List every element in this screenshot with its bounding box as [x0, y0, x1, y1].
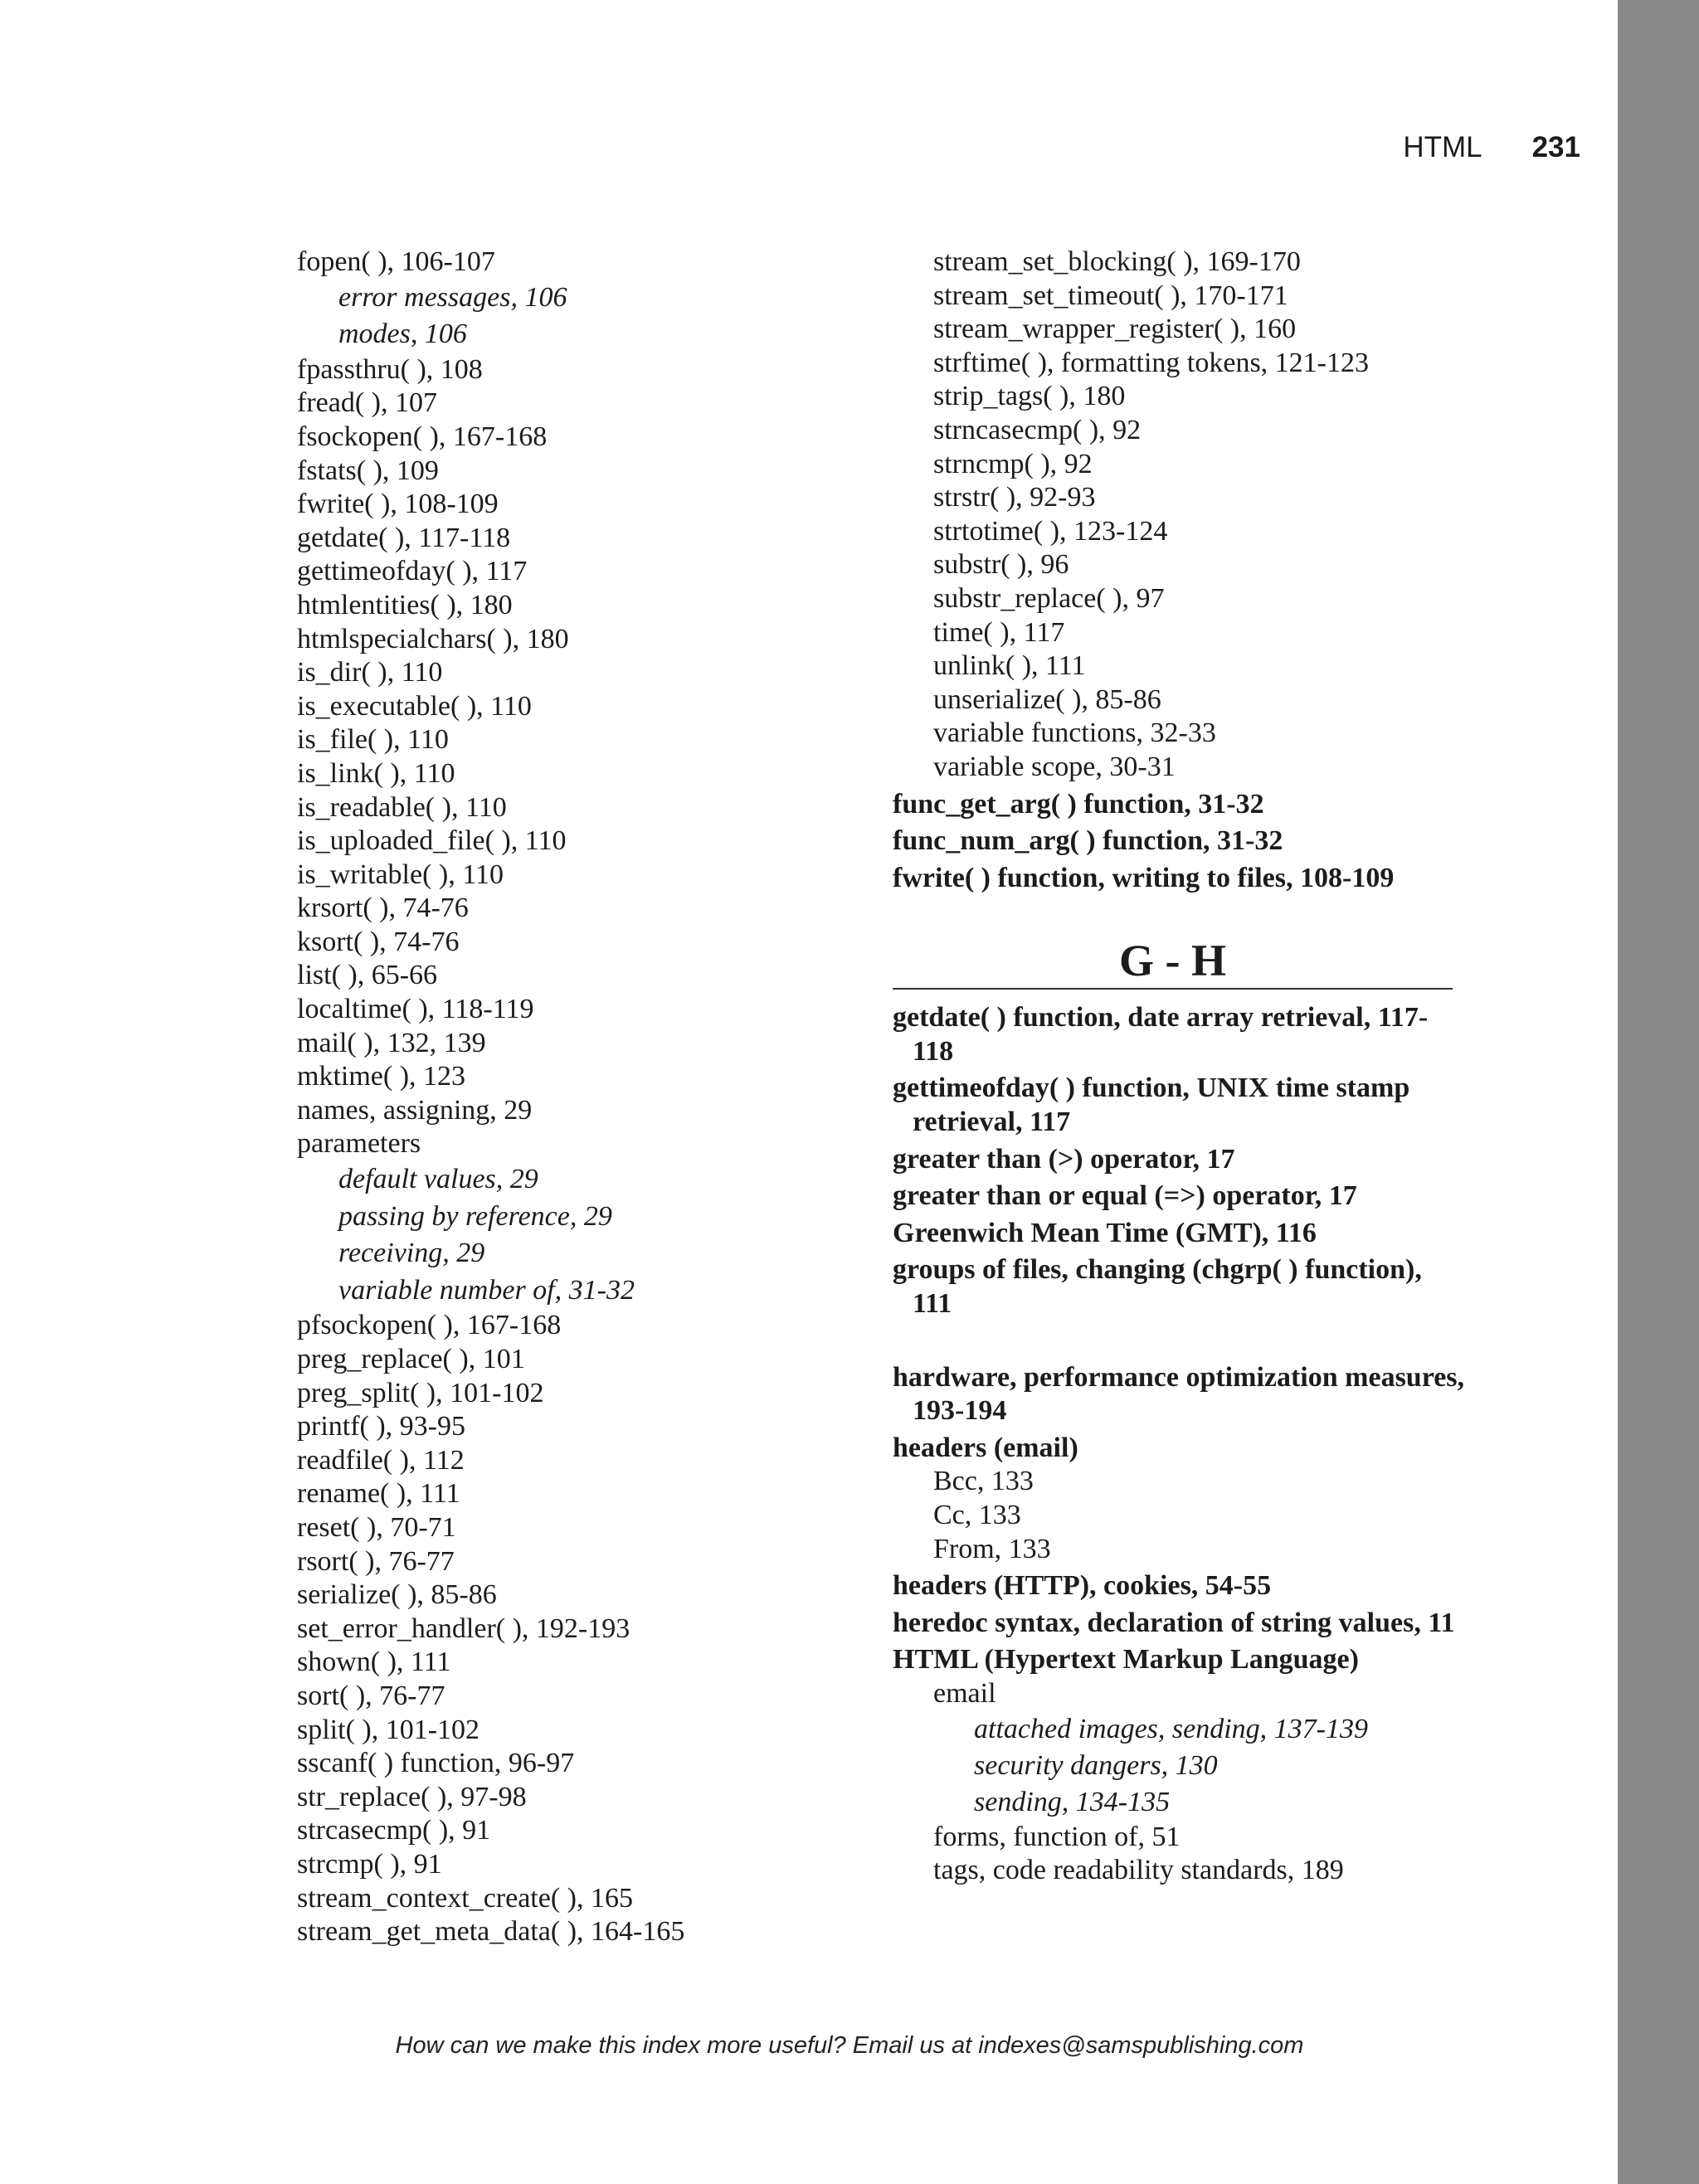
page-number: 231 — [1531, 131, 1580, 163]
index-entry: forms, function of, 51 — [933, 1821, 1181, 1852]
index-entry: is_writable( ), 110 — [297, 859, 504, 890]
index-entry: fpassthru( ), 108 — [297, 353, 483, 385]
index-entry: htmlentities( ), 180 — [297, 589, 513, 620]
index-entry: gettimeofday( ), 117 — [297, 556, 528, 587]
index-column-left — [297, 246, 878, 1949]
index-entry: is_executable( ), 110 — [297, 690, 532, 722]
index-entry: names, assigning, 29 — [297, 1094, 533, 1126]
index-main-entry: headers (email) — [893, 1432, 1078, 1463]
index-entry: fsockopen( ), 167-168 — [297, 421, 548, 452]
index-subentry: modes, 106 — [338, 319, 467, 350]
index-entry: variable functions, 32-33 — [933, 717, 1216, 749]
index-entry: reset( ), 70-71 — [297, 1511, 456, 1543]
index-main-entry: getdate( ) function, date array retrieval, 117-118 — [893, 1002, 1429, 1067]
index-entry: stream_get_meta_data( ), 164-165 — [297, 1916, 685, 1948]
index-entry: getdate( ), 117-118 — [297, 522, 511, 553]
index-main-entry: Greenwich Mean Time (GMT), 116 — [893, 1217, 1317, 1248]
index-subentry: default values, 29 — [338, 1164, 538, 1195]
index-entry: time( ), 117 — [933, 616, 1065, 648]
index-entry: fopen( ), 106-107 — [297, 246, 495, 277]
index-group-f-continued — [893, 246, 1465, 895]
index-main-entry: HTML (Hypertext Markup Language) — [893, 1644, 1359, 1676]
index-entry: strftime( ), formatting tokens, 121-123 — [933, 347, 1370, 378]
index-entry: strcasecmp( ), 91 — [297, 1815, 491, 1846]
index-entry: is_readable( ), 110 — [297, 791, 507, 823]
index-column-right — [893, 246, 1465, 1888]
index-entry: sscanf( ) function, 96-97 — [297, 1748, 575, 1779]
index-entry: mail( ), 132, 139 — [297, 1027, 486, 1058]
index-entry: is_file( ), 110 — [297, 724, 449, 756]
index-entry: strtotime( ), 123-124 — [933, 515, 1168, 547]
group-spacer — [893, 1321, 1465, 1358]
index-subentry: sending, 134-135 — [974, 1786, 1171, 1817]
index-entry: tags, code readability standards, 189 — [933, 1855, 1344, 1886]
index-entry: stream_wrapper_register( ), 160 — [933, 314, 1297, 345]
index-entry: From, 133 — [933, 1533, 1051, 1564]
index-entry: set_error_handler( ), 192-193 — [297, 1612, 630, 1644]
index-entry: shown( ), 111 — [297, 1647, 451, 1678]
index-entry: list( ), 65-66 — [297, 960, 438, 991]
index-entry: preg_replace( ), 101 — [297, 1344, 525, 1374]
index-entry: substr( ), 96 — [933, 549, 1069, 581]
index-entry: serialize( ), 85-86 — [297, 1579, 497, 1611]
index-subentry: security dangers, 130 — [974, 1749, 1218, 1781]
index-entry: email — [933, 1677, 996, 1709]
index-entry: rsort( ), 76-77 — [297, 1545, 455, 1577]
index-entry: strstr( ), 92-93 — [933, 482, 1096, 513]
index-entry: parameters — [297, 1128, 421, 1160]
index-entry: fstats( ), 109 — [297, 455, 439, 486]
index-entry: variable scope, 30-31 — [933, 751, 1176, 782]
index-entry: is_link( ), 110 — [297, 757, 455, 789]
index-entry: unlink( ), 111 — [933, 650, 1086, 682]
index-entry: ksort( ), 74-76 — [297, 926, 460, 957]
index-entry: unserialize( ), 85-86 — [933, 683, 1161, 715]
index-entry: strcmp( ), 91 — [297, 1848, 442, 1880]
index-entry: sort( ), 76-77 — [297, 1680, 445, 1711]
index-entry: fwrite( ), 108-109 — [297, 489, 499, 520]
index-entry: preg_split( ), 101-102 — [297, 1377, 544, 1408]
index-group-g — [893, 1001, 1465, 1321]
index-group-h — [893, 1361, 1465, 1888]
footer-feedback-note: How can we make this index more useful? Email us at indexes@samspublishing.com — [395, 2032, 1304, 2059]
index-entry: htmlspecialchars( ), 180 — [297, 623, 569, 654]
index-entry: is_uploaded_file( ), 110 — [297, 825, 567, 857]
index-entry: stream_context_create( ), 165 — [297, 1882, 633, 1914]
index-entry: rename( ), 111 — [297, 1478, 460, 1510]
index-subentry: variable number of, 31-32 — [338, 1274, 635, 1306]
index-main-entry: func_num_arg( ) function, 31-32 — [893, 825, 1283, 857]
index-entry: printf( ), 93-95 — [297, 1411, 466, 1442]
index-entry: Cc, 133 — [933, 1500, 1021, 1530]
index-entry: strncasecmp( ), 92 — [933, 414, 1142, 445]
index-entry: pfsockopen( ), 167-168 — [297, 1310, 562, 1341]
index-entry: strncmp( ), 92 — [933, 448, 1093, 479]
index-entry: stream_set_timeout( ), 170-171 — [933, 280, 1288, 311]
index-subentry: passing by reference, 29 — [338, 1200, 612, 1232]
section-heading-g-h: G - H — [893, 933, 1453, 990]
index-main-entry: hardware, performance optimization measures, 193-194 — [893, 1361, 1465, 1427]
running-head — [1294, 131, 1580, 164]
index-entry: Bcc, 133 — [933, 1466, 1034, 1497]
index-entry: localtime( ), 118-119 — [297, 994, 534, 1025]
index-entry: strip_tags( ), 180 — [933, 381, 1126, 412]
index-main-entry: heredoc syntax, declaration of string values, 11 — [893, 1607, 1455, 1638]
running-head-section: HTML — [1403, 131, 1482, 163]
index-subentry: receiving, 29 — [338, 1238, 485, 1269]
index-subentry: attached images, sending, 137-139 — [974, 1713, 1368, 1744]
index-entry: readfile( ), 112 — [297, 1444, 465, 1476]
index-entry: krsort( ), 74-76 — [297, 893, 469, 924]
index-main-entry: headers (HTTP), cookies, 54-55 — [893, 1570, 1272, 1602]
index-entry: stream_set_blocking( ), 169-170 — [933, 246, 1301, 277]
index-main-entry: greater than (>) operator, 17 — [893, 1143, 1235, 1175]
index-entry: mktime( ), 123 — [297, 1061, 466, 1092]
index-main-entry: fwrite( ) function, writing to files, 108-109 — [893, 862, 1395, 893]
index-subentry: error messages, 106 — [338, 281, 567, 313]
index-main-entry: groups of files, changing (chgrp( ) function), 111 — [893, 1254, 1422, 1320]
index-main-entry: func_get_arg( ) function, 31-32 — [893, 788, 1264, 820]
index-main-entry: greater than or equal (=>) operator, 17 — [893, 1180, 1357, 1212]
index-entry: split( ), 101-102 — [297, 1714, 480, 1745]
index-entry: str_replace( ), 97-98 — [297, 1781, 527, 1812]
index-entry: substr_replace( ), 97 — [933, 582, 1165, 614]
index-entry: fread( ), 107 — [297, 387, 437, 419]
index-entry: is_dir( ), 110 — [297, 657, 443, 688]
index-main-entry: gettimeofday( ) function, UNIX time stamp retrieval, 117 — [893, 1073, 1410, 1138]
page-edge-thumb-tab — [1618, 0, 1699, 2184]
